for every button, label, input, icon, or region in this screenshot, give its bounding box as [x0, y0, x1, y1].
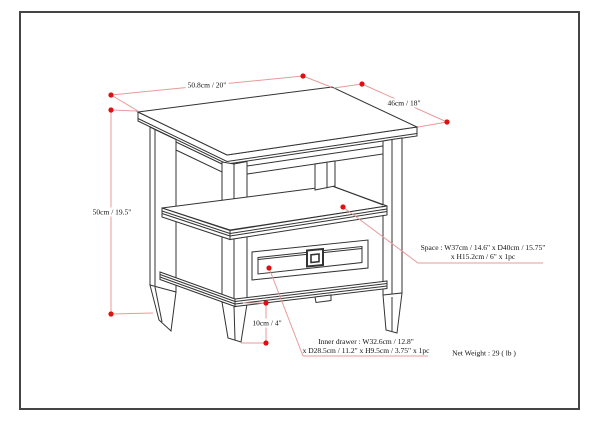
shelf-space-callout — [421, 243, 546, 261]
height-dimension-label: 50cm / 19.5" — [92, 207, 132, 217]
back-leg — [315, 161, 335, 190]
inner-drawer-line1: Inner drawer : W32.6cm / 12.8" — [318, 337, 414, 346]
shelf-space-line2: x H15.2cm / 6" x 1pc — [450, 252, 516, 261]
inner-drawer-line2: x D28.5cm / 11.2" x H9.5cm / 3.75" x 1pc — [302, 346, 430, 355]
table-outline-group — [138, 87, 417, 342]
shelf-space-line1: Space : W37cm / 14.6" x D40cm / 15.75" — [420, 243, 546, 252]
net-weight-label: Net Weight : 29 ( lb ) — [452, 348, 516, 358]
width-dimension-label: 50.8cm / 20" — [187, 80, 227, 90]
clearance-dimension-label: 10cm / 4" — [252, 318, 282, 328]
left-foot — [150, 285, 176, 331]
drawer-knob-inner — [311, 254, 319, 263]
drawer-leader-line — [269, 268, 303, 356]
inner-drawer-callout — [303, 337, 430, 355]
depth-dimension-label: 46cm / 18" — [387, 98, 421, 108]
